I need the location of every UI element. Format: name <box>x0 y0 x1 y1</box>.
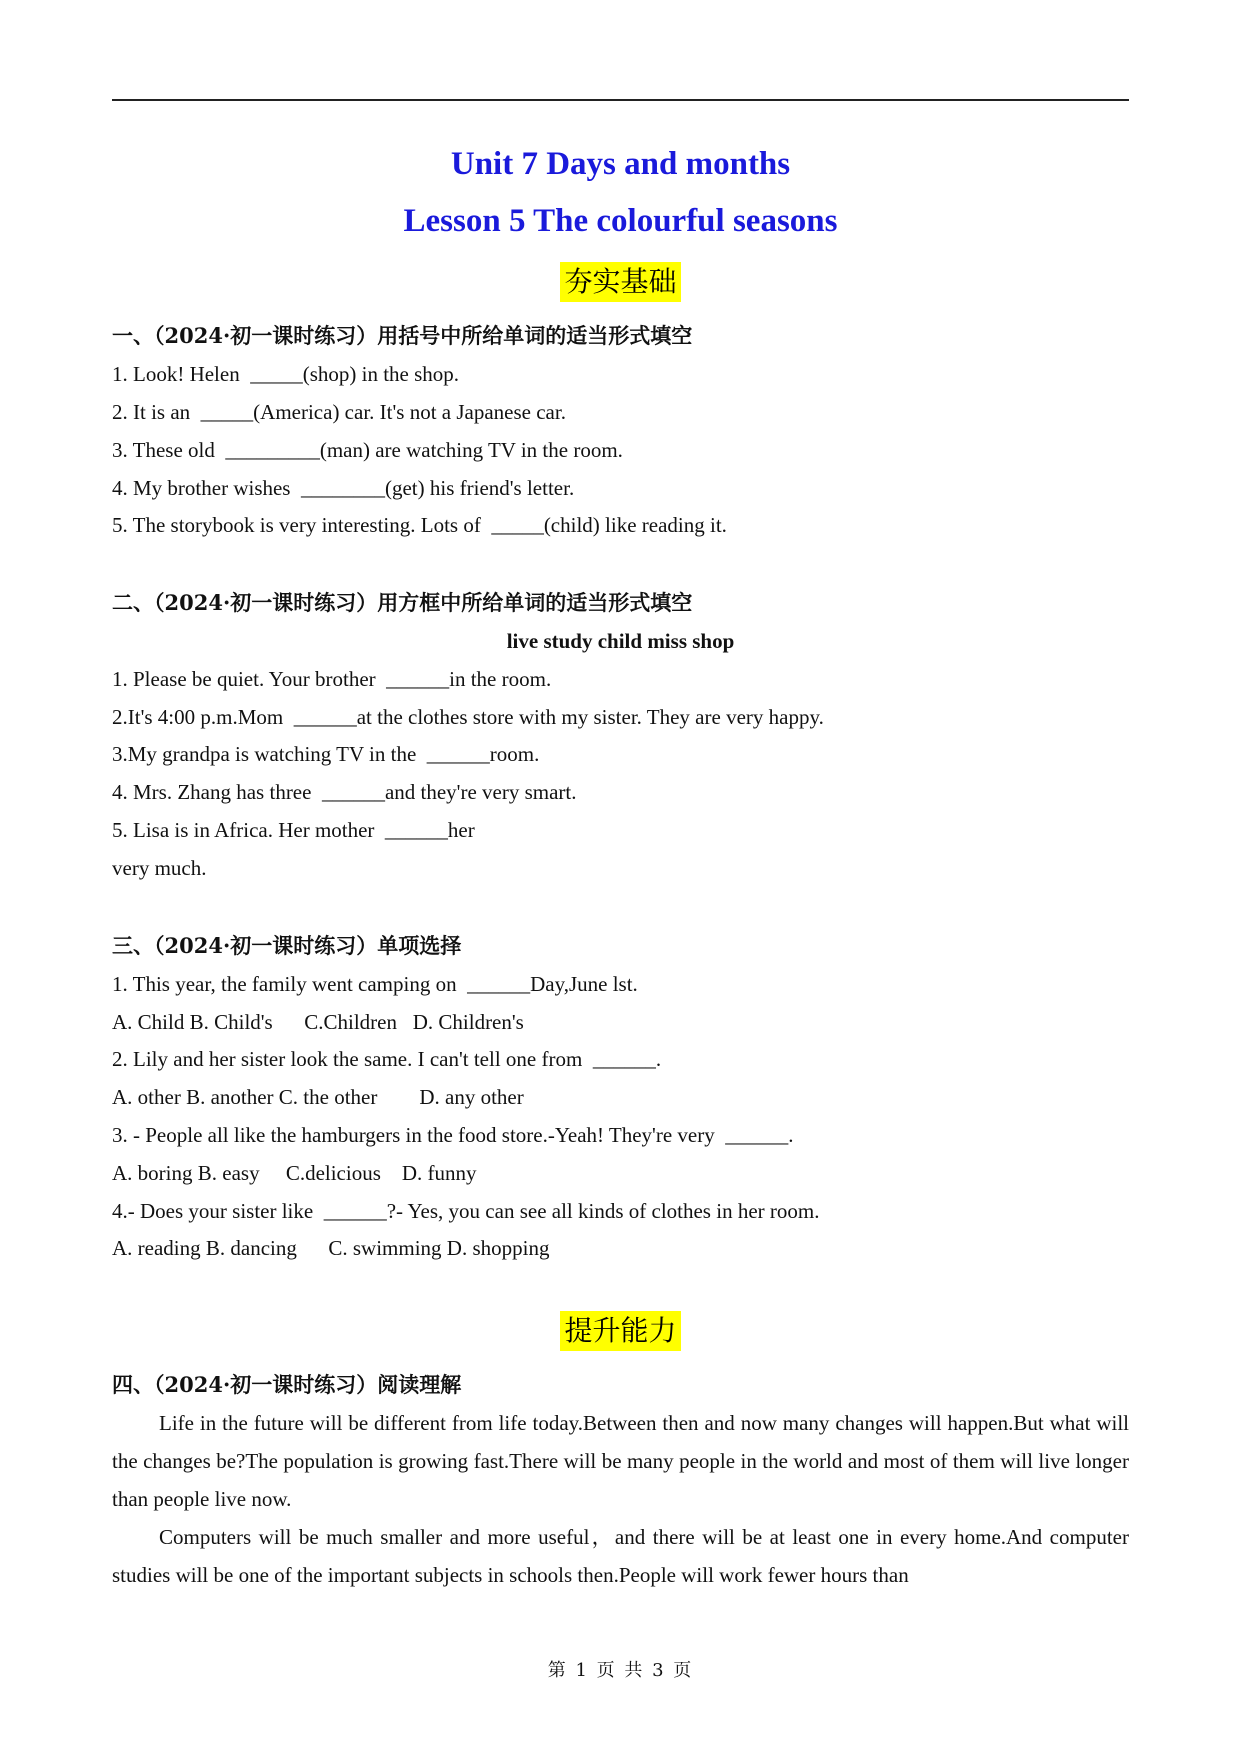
s2-item-3: 3.My grandpa is watching TV in the ______room. <box>112 742 540 766</box>
word-box: live study child miss shop <box>506 629 735 653</box>
section1-heading: 一、（2024·初一课时练习）用括号中所给单词的适当形式填空 <box>112 323 693 348</box>
s2-item-5: 5. Lisa is in Africa. Her mother ______her <box>112 818 475 842</box>
s3-q4: 4.- Does your sister like ______?- Yes, you can see all kinds of clothes in her room. <box>112 1199 820 1223</box>
reading-paragraph-2: Computers will be much smaller and more useful，and there will be at least one in every home.And computer studies will be one of the important subjects in schools then.People will work fewer hours than <box>112 1525 1129 1587</box>
header-rule <box>112 99 1129 101</box>
s2-item-5-cont: very much. <box>112 856 207 880</box>
banner-ability-wrap <box>0 1311 1241 1351</box>
page-footer: 第 1 页 共 3 页 <box>547 1660 694 1681</box>
s1-item-3: 3. These old _________(man) are watching TV in the room. <box>112 438 623 462</box>
lesson-title: Lesson 5 The colourful seasons <box>403 203 838 239</box>
s1-item-1: 1. Look! Helen _____(shop) in the shop. <box>112 362 460 386</box>
banner-foundation: 夯实基础 <box>560 262 680 302</box>
s3-q3-options: A. boring B. easy C.delicious D. funny <box>112 1161 477 1185</box>
s1-item-4: 4. My brother wishes ________(get) his friend's letter. <box>112 476 575 500</box>
s3-q2-options: A. other B. another C. the other D. any other <box>112 1085 524 1109</box>
s3-q3: 3. - People all like the hamburgers in the food store.-Yeah! They're very ______. <box>112 1123 794 1147</box>
banner-foundation-wrap <box>0 262 1241 302</box>
banner-ability: 提升能力 <box>560 1311 680 1351</box>
unit-title: Unit 7 Days and months <box>450 146 791 182</box>
s2-item-2: 2.It's 4:00 p.m.Mom ______at the clothes store with my sister. They are very happy. <box>112 705 824 729</box>
reading-paragraph-1: Life in the future will be different from life today.Between then and now many changes will happen.But what will the changes be?The population is growing fast.There will be many people in the world and most of them will live longer than people live now. <box>112 1411 1129 1511</box>
s3-q1: 1. This year, the family went camping on ______Day,June lst. <box>112 972 638 996</box>
s2-item-4: 4. Mrs. Zhang has three ______and they're very smart. <box>112 780 577 804</box>
section4-heading: 四、（2024·初一课时练习）阅读理解 <box>112 1372 462 1397</box>
s1-item-2: 2. It is an _____(America) car. It's not a Japanese car. <box>112 400 566 424</box>
s2-item-1: 1. Please be quiet. Your brother ______in the room. <box>112 667 552 691</box>
section2-heading: 二、（2024·初一课时练习）用方框中所给单词的适当形式填空 <box>112 590 693 615</box>
s3-q4-options: A. reading B. dancing C. swimming D. shopping <box>112 1236 550 1260</box>
s1-item-5: 5. The storybook is very interesting. Lots of _____(child) like reading it. <box>112 513 727 537</box>
s3-q1-options: A. Child B. Child's C.Children D. Children's <box>112 1010 524 1034</box>
s3-q2: 2. Lily and her sister look the same. I can't tell one from ______. <box>112 1047 662 1071</box>
section3-heading: 三、（2024·初一课时练习）单项选择 <box>112 933 462 958</box>
